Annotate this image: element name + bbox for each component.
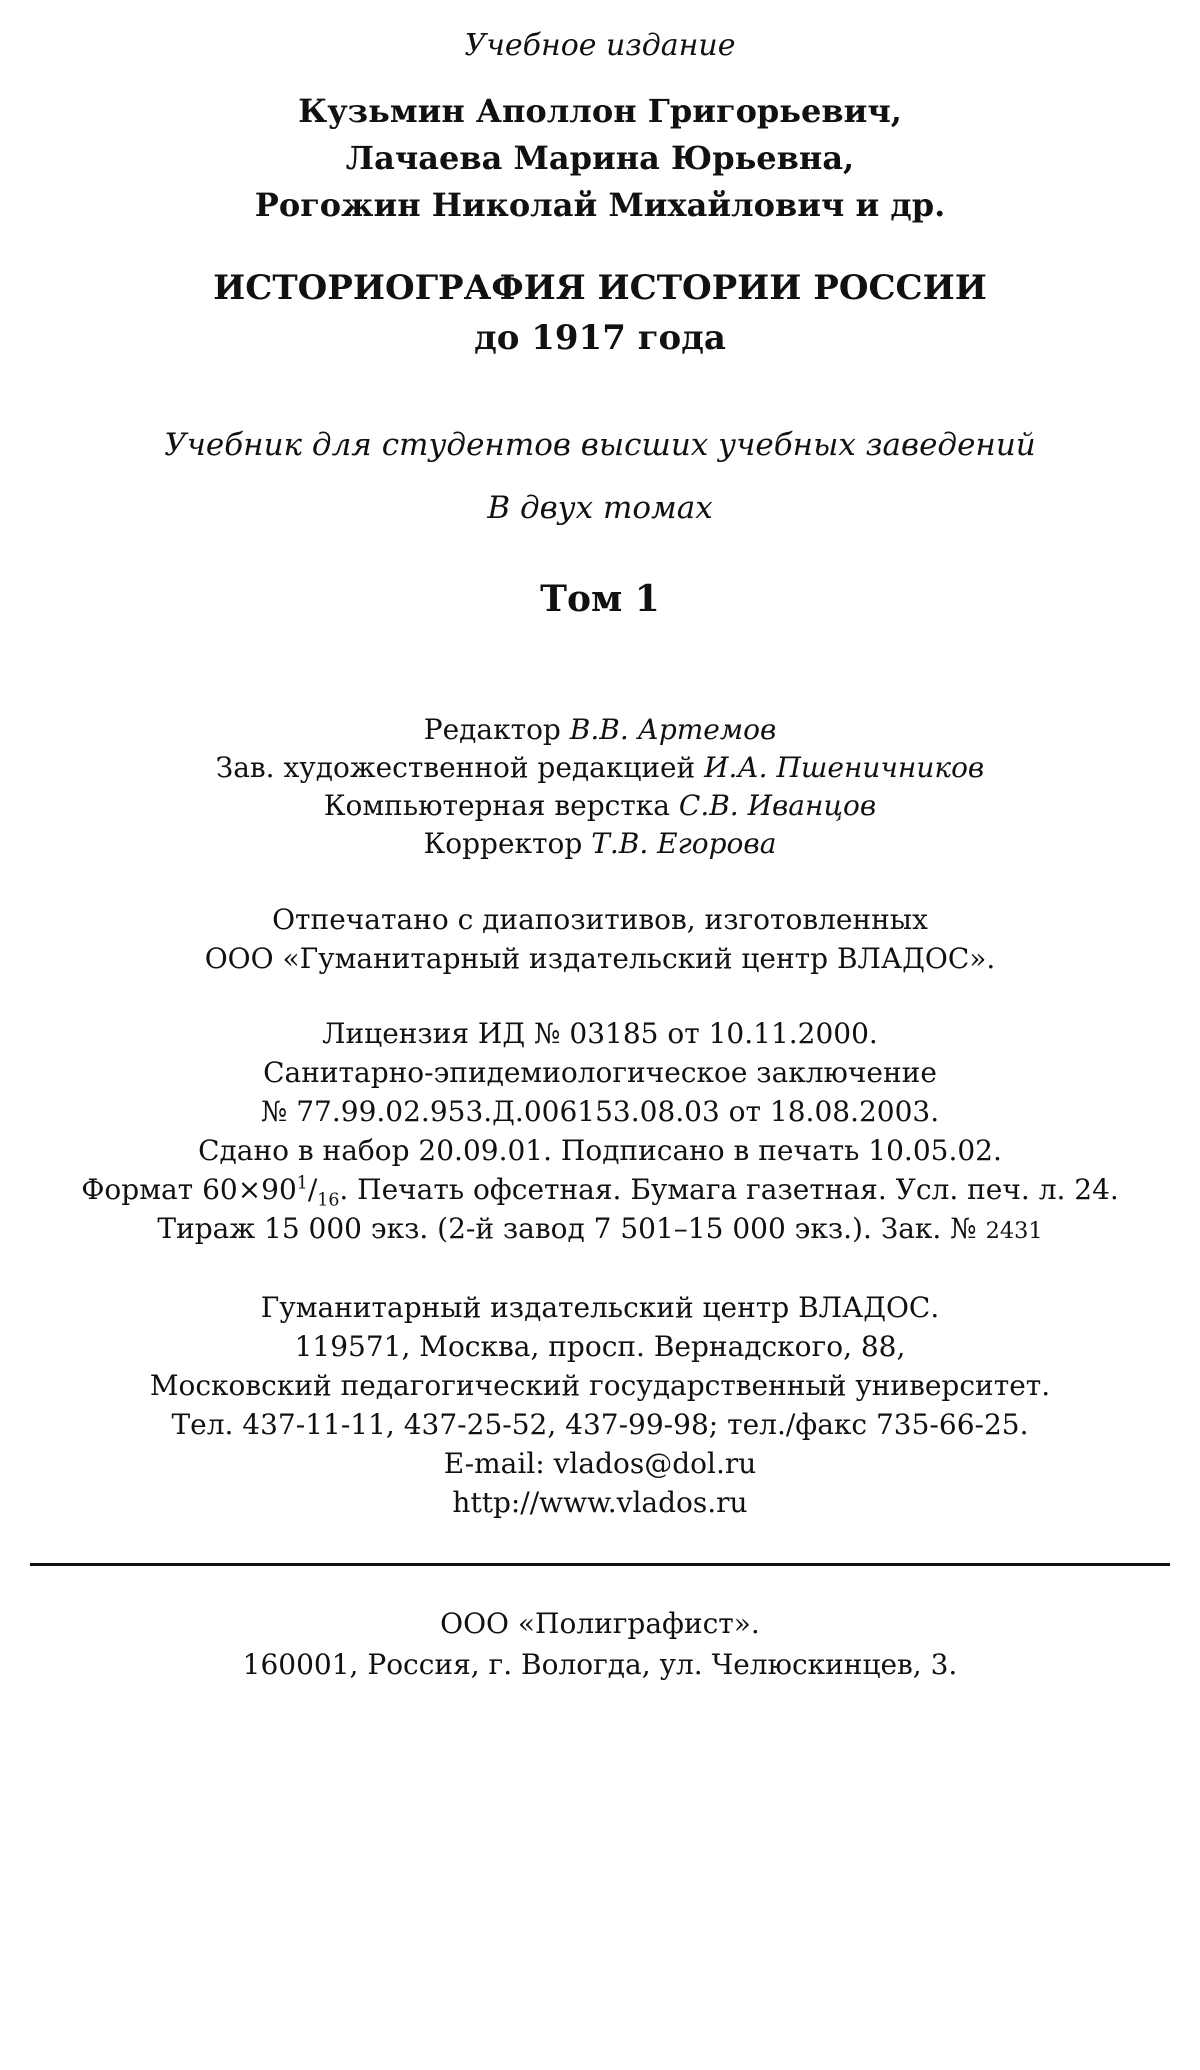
publisher-address: 119571, Москва, просп. Вернадского, 88, <box>294 1330 906 1363</box>
credit-art-editor <box>0 751 1200 784</box>
publisher-name: Гуманитарный издательский центр ВЛАДОС. <box>260 1291 940 1324</box>
credit-name: Т.В. Егорова <box>591 827 777 860</box>
author-line: Кузьмин Аполлон Григорьевич, <box>298 92 902 130</box>
book-title: ИСТОРИОГРАФИЯ ИСТОРИИ РОССИИ <box>213 268 987 308</box>
credit-role: Редактор <box>423 713 561 746</box>
print-source-line: Отпечатано с диапозитивов, изготовленных <box>272 903 928 936</box>
credit-layout <box>0 789 1200 822</box>
credit-role: Зав. художественной редакцией <box>215 751 696 784</box>
publisher-phones: Тел. 437-11-11, 437-25-52, 437-99-98; тел./факс 735-66-25. <box>171 1408 1029 1441</box>
format-slash: / <box>307 1173 318 1206</box>
publisher-website: http://www.vlados.ru <box>452 1486 748 1519</box>
credit-role: Компьютерная верстка <box>323 789 670 822</box>
author-line: Рогожин Николай Михайлович и др. <box>254 186 946 224</box>
print-run: Тираж 15 000 экз. (2-й завод 7 501–15 000 экз.). Зак. № <box>157 1212 977 1245</box>
volume-number: Том 1 <box>540 578 660 620</box>
credit-editor <box>0 713 1200 746</box>
printer-address: 160001, Россия, г. Вологда, ул. Челюскинцев, 3. <box>242 1648 958 1681</box>
credit-proofreader <box>0 827 1200 860</box>
credit-role: Корректор <box>423 827 583 860</box>
format-sub: 16 <box>317 1190 340 1211</box>
author-line: Лачаева Марина Юрьевна, <box>345 139 855 177</box>
format-line <box>0 1173 1200 1211</box>
print-source-line: ООО «Гуманитарный издательский центр ВЛАДОС». <box>204 942 996 975</box>
edition-type: Учебное издание <box>464 28 736 63</box>
printer-name: ООО «Полиграфист». <box>440 1607 760 1640</box>
sanitary-line: Санитарно-эпидемиологическое заключение <box>263 1056 937 1089</box>
license-line: Лицензия ИД № 03185 от 10.11.2000. <box>322 1017 878 1050</box>
credit-name: С.В. Иванцов <box>678 789 877 822</box>
print-run-line <box>0 1212 1200 1245</box>
format-sup: 1 <box>296 1173 308 1194</box>
publisher-university: Московский педагогический государственный университет. <box>149 1369 1051 1402</box>
divider-rule <box>30 1563 1170 1566</box>
format-prefix: Формат 60×90 <box>81 1173 297 1206</box>
dates-line: Сдано в набор 20.09.01. Подписано в печать 10.05.02. <box>198 1134 1002 1167</box>
publisher-email: E-mail: vlados@dol.ru <box>443 1447 757 1480</box>
format-rest: . Печать офсетная. Бумага газетная. Усл. печ. л. 24. <box>339 1173 1119 1206</box>
volumes-note: В двух томах <box>487 490 713 526</box>
credit-name: И.А. Пшеничников <box>704 751 985 784</box>
credit-name: В.В. Артемов <box>569 713 777 746</box>
book-subtitle: Учебник для студентов высших учебных заведений <box>164 427 1036 463</box>
sanitary-number: № 77.99.02.953.Д.006153.08.03 от 18.08.2003. <box>260 1095 940 1128</box>
book-title-period: до 1917 года <box>474 318 726 358</box>
order-number: 2431 <box>985 1218 1043 1244</box>
